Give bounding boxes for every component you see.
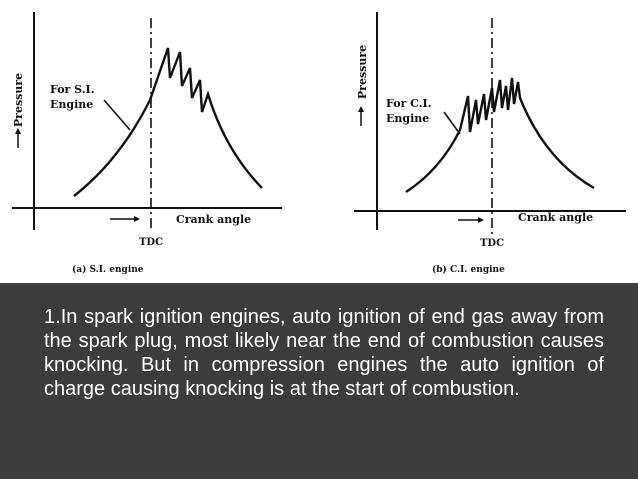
si-xlabel: Crank angle (176, 213, 252, 226)
ci-xlabel-arrowhead (478, 217, 484, 223)
ci-label-pointer (444, 112, 460, 134)
ci-curve-label-line2: Engine (386, 112, 430, 125)
ci-subcaption: (b) C.I. engine (432, 265, 505, 275)
ci-tdc-label: TDC (479, 238, 505, 249)
si-label-pointer (104, 100, 130, 130)
ci-ylabel-arrowhead (358, 106, 364, 112)
si-ylabel: Pressure (12, 72, 25, 128)
caption-text: In spark ignition engines, auto ignition of end gas away from the spark plug, most likely near the end of combustion causes knocking. But in compression engines the auto ignition of charge causing knocking is at the start of combustion. (44, 306, 604, 400)
ci-curve-label-line1: For C.I. (386, 97, 432, 110)
si-pressure-curve (74, 48, 262, 196)
si-curve-label-line2: Engine (50, 98, 94, 111)
ci-pressure-curve (406, 78, 594, 192)
ci-engine-diagram (354, 12, 626, 275)
si-tdc-label: TDC (138, 237, 164, 248)
caption-number: 1. (44, 306, 61, 328)
si-curve-label-line1: For S.I. (50, 83, 95, 96)
ci-ylabel: Pressure (356, 44, 369, 100)
si-ylabel-arrowhead (15, 128, 21, 134)
ci-xlabel: Crank angle (518, 211, 594, 224)
si-subcaption: (a) S.I. engine (72, 265, 144, 275)
si-xlabel-arrowhead (134, 216, 140, 222)
si-engine-diagram (12, 12, 282, 275)
slide-caption (44, 305, 604, 401)
